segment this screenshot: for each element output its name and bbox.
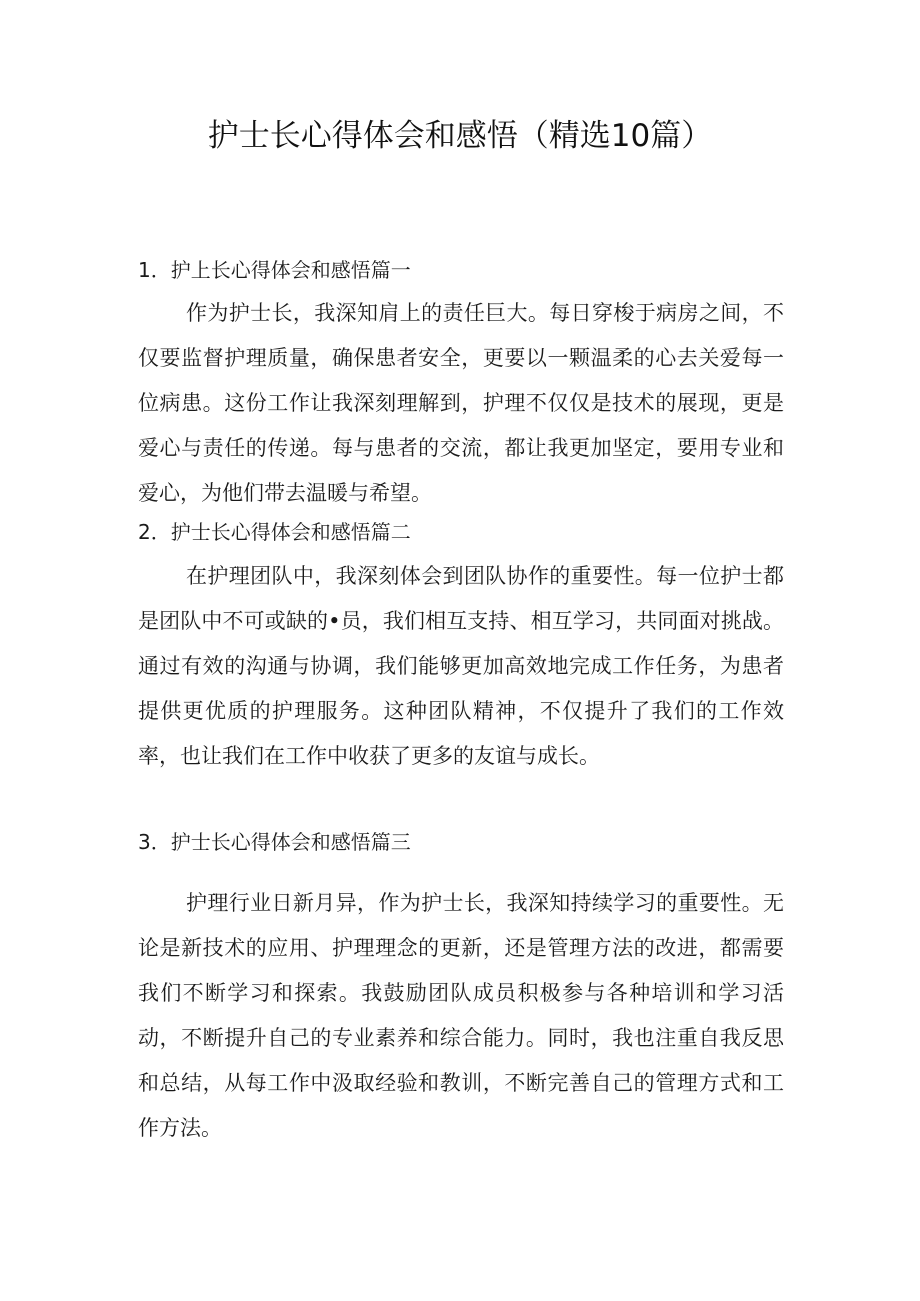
document-title: 护士长心得体会和感悟（精选10篇） — [207, 118, 713, 154]
section-paragraph-3: 护理行业日新月异，作为护士长，我深知持续学习的重要性。无论是新技术的应用、护理理念的更新，还是管理方法的改进，都需要我们不断学习和探索。我鼓励团队成员积极参与各种培训和学习活动，不断提升自己的专业素养和综合能力。同时，我也注重自我反思和总结，从每工作中汲取经验和教训，不断完善自己的管理方式和工作方法。 — [138, 891, 784, 1140]
section-paragraph-1: 作为护士长，我深知肩上的责任巨大。每日穿梭于病房之间，不仅要监督护理质量，确保患者安全，更要以一颗温柔的心去关爱每一位病患。这份工作让我深刻理解到，护理不仅仅是技术的展现，更是爱心与责任的传递。每与患者的交流，都让我更加坚定，要用专业和爱心，为他们带去温暖与希望。 — [138, 301, 784, 505]
section-paragraph-2: 在护理团队中，我深刻体会到团队协作的重要性。每一位护士都是团队中不可或缺的•员，我们相互支持、相互学习，共同面对挑战。通过有效的沟通与协调，我们能够更加高效地完成工作任务，为患者提供更优质的护理服务。这种团队精神，不仅提升了我们的工作效率，也让我们在工作中收获了更多的友谊与成长。 — [138, 564, 784, 768]
section-heading-3: 3．护士长心得体会和感悟篇三 — [138, 830, 411, 854]
section-heading-2: 2．护士长心得体会和感悟篇二 — [138, 520, 411, 544]
section-heading-1: 1．护上长心得体会和感悟篇一 — [138, 258, 411, 282]
